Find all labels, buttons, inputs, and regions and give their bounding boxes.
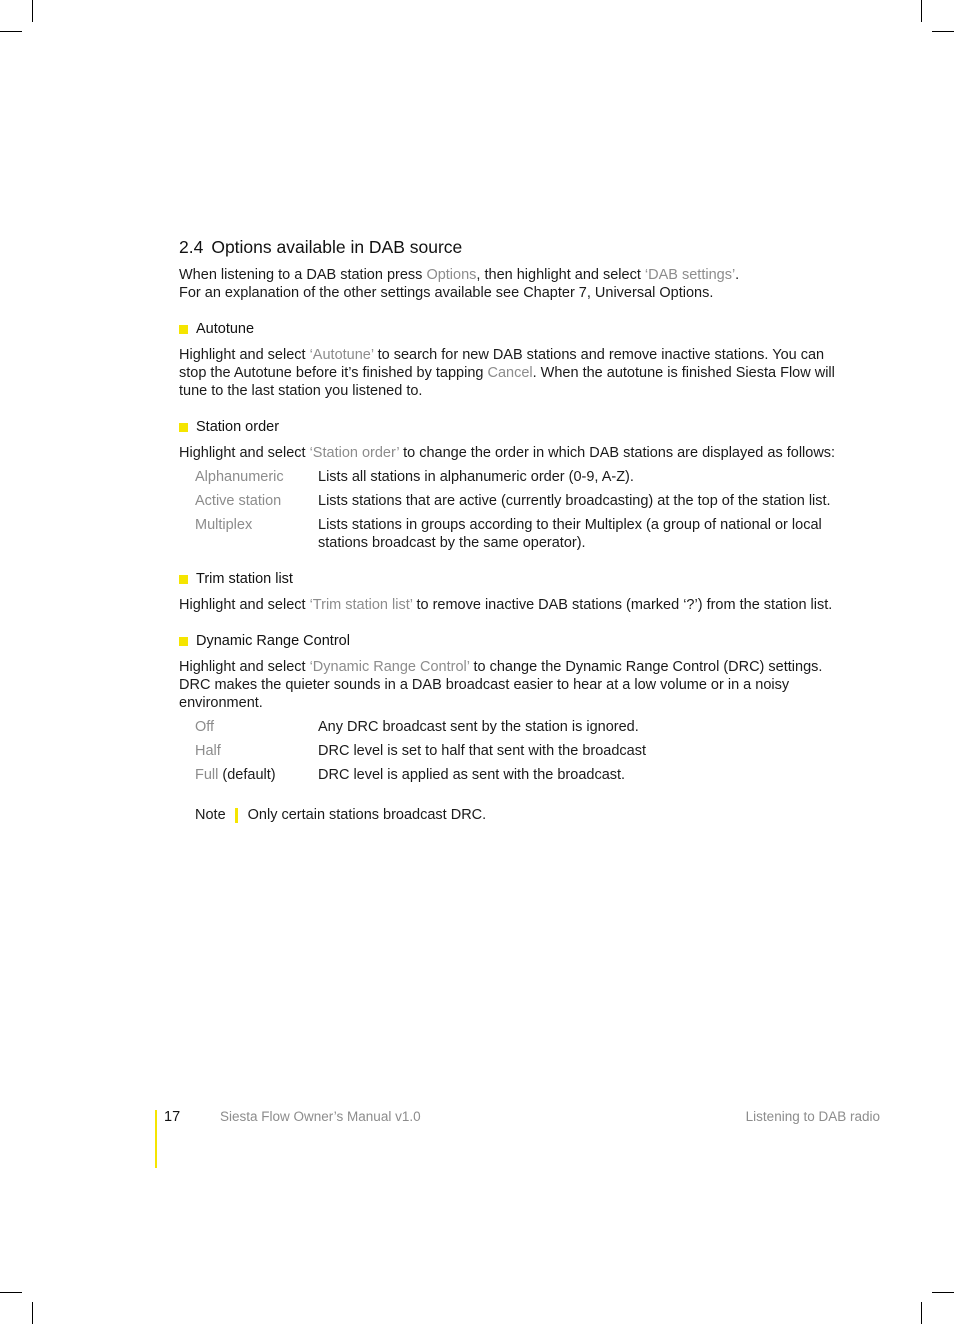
section-title-text: Options available in DAB source bbox=[211, 237, 463, 257]
crop-mark bbox=[0, 31, 22, 32]
definition-text: Lists stations in groups according to their Multiplex (a group of national or local stations broadcast by the same operator). bbox=[318, 517, 822, 551]
drc-heading-text: Dynamic Range Control bbox=[196, 633, 350, 649]
autotune-heading bbox=[179, 320, 849, 338]
definition-term: Alphanumeric bbox=[195, 469, 284, 485]
body-text: Highlight and select bbox=[179, 597, 310, 613]
trim-heading bbox=[179, 570, 849, 588]
yellow-square-icon bbox=[179, 575, 188, 584]
page-content bbox=[179, 236, 849, 824]
term-suffix: (default) bbox=[218, 767, 276, 783]
crop-mark bbox=[932, 1292, 954, 1293]
body-text: to remove inactive DAB stations (marked ‘?’) from the station list. bbox=[412, 597, 833, 613]
crop-mark bbox=[0, 1292, 22, 1293]
note-text: Only certain stations broadcast DRC. bbox=[247, 807, 487, 823]
body-text: Highlight and select bbox=[179, 445, 310, 461]
list-item bbox=[195, 492, 849, 510]
note bbox=[195, 806, 849, 824]
definition-text: Any DRC broadcast sent by the station is ignored. bbox=[318, 719, 639, 735]
yellow-square-icon bbox=[179, 637, 188, 646]
intro-text-2: For an explanation of the other settings available see Chapter 7, Universal Options. bbox=[179, 285, 714, 301]
station-order-heading-text: Station order bbox=[196, 419, 280, 435]
definition-term bbox=[195, 718, 318, 736]
section-title bbox=[179, 236, 849, 258]
page-number: 17 bbox=[164, 1109, 181, 1125]
list-item bbox=[195, 742, 849, 760]
body-text: . When the autotune is finished Siesta Flow will tune to the last station you listened to. bbox=[179, 365, 835, 399]
intro-text: When listening to a DAB station press bbox=[179, 267, 427, 283]
cancel-ref: Cancel bbox=[487, 365, 533, 381]
crop-mark bbox=[932, 31, 954, 32]
list-item bbox=[195, 718, 849, 736]
body-text: Highlight and select bbox=[179, 659, 310, 675]
list-item bbox=[195, 766, 849, 784]
note-label: Note bbox=[195, 807, 226, 823]
body-text: Highlight and select bbox=[179, 347, 310, 363]
list-item bbox=[195, 516, 849, 552]
section-number: 2.4 bbox=[179, 237, 204, 257]
body-text: to change the order in which DAB stations are displayed as follows: bbox=[399, 445, 836, 461]
station-order-heading bbox=[179, 418, 849, 436]
intro-paragraph bbox=[179, 266, 849, 302]
options-menu-ref: Options bbox=[426, 267, 477, 283]
trim-paragraph bbox=[179, 596, 849, 614]
crop-mark bbox=[921, 0, 922, 22]
definition-text: DRC level is set to half that sent with the broadcast bbox=[318, 743, 647, 759]
definition-term bbox=[195, 742, 318, 760]
drc-heading bbox=[179, 632, 849, 650]
definition-text: DRC level is applied as sent with the broadcast. bbox=[318, 767, 626, 783]
term-label: Half bbox=[195, 743, 221, 759]
autotune-option-ref: ‘Autotune’ bbox=[309, 347, 374, 363]
footer-chapter-title: Listening to DAB radio bbox=[745, 1109, 880, 1124]
drc-option-ref: ‘Dynamic Range Control’ bbox=[309, 659, 470, 675]
definition-term bbox=[195, 766, 318, 784]
drc-list bbox=[179, 718, 849, 784]
footer-manual-title: Siesta Flow Owner’s Manual v1.0 bbox=[220, 1109, 421, 1124]
station-order-list bbox=[179, 468, 849, 552]
definition-term: Active station bbox=[195, 493, 282, 509]
trim-heading-text: Trim station list bbox=[196, 571, 293, 587]
term-label: Off bbox=[195, 719, 215, 735]
body-text: to change the Dynamic Range Control (DRC) settings. DRC makes the quieter sounds in a DAB broadcast easier to hear at a low volume or in a noisy environment. bbox=[179, 659, 823, 711]
station-order-option-ref: ‘Station order’ bbox=[309, 445, 400, 461]
intro-text: , then highlight and select bbox=[476, 267, 645, 283]
station-order-paragraph bbox=[179, 444, 849, 462]
crop-mark bbox=[32, 1302, 33, 1324]
intro-text: . bbox=[735, 267, 740, 283]
definition-text: Lists stations that are active (currently broadcasting) at the top of the station list. bbox=[318, 493, 831, 509]
crop-mark bbox=[921, 1302, 922, 1324]
trim-option-ref: ‘Trim station list’ bbox=[309, 597, 413, 613]
body-text: to search for new DAB stations and remove inactive stations. You can stop the Autotune before it’s finished by tapping bbox=[179, 347, 825, 381]
footer-accent-bar bbox=[155, 1110, 157, 1168]
term-label: Full bbox=[195, 767, 219, 783]
yellow-square-icon bbox=[179, 325, 188, 334]
note-divider bbox=[235, 808, 238, 823]
definition-text: Lists all stations in alphanumeric order (0-9, A-Z). bbox=[318, 469, 634, 485]
crop-mark bbox=[32, 0, 33, 22]
dab-settings-ref: ‘DAB settings’ bbox=[644, 267, 736, 283]
autotune-heading-text: Autotune bbox=[196, 321, 255, 337]
autotune-paragraph bbox=[179, 346, 849, 400]
drc-paragraph bbox=[179, 658, 849, 712]
list-item bbox=[195, 468, 849, 486]
definition-term: Multiplex bbox=[195, 517, 253, 533]
yellow-square-icon bbox=[179, 423, 188, 432]
